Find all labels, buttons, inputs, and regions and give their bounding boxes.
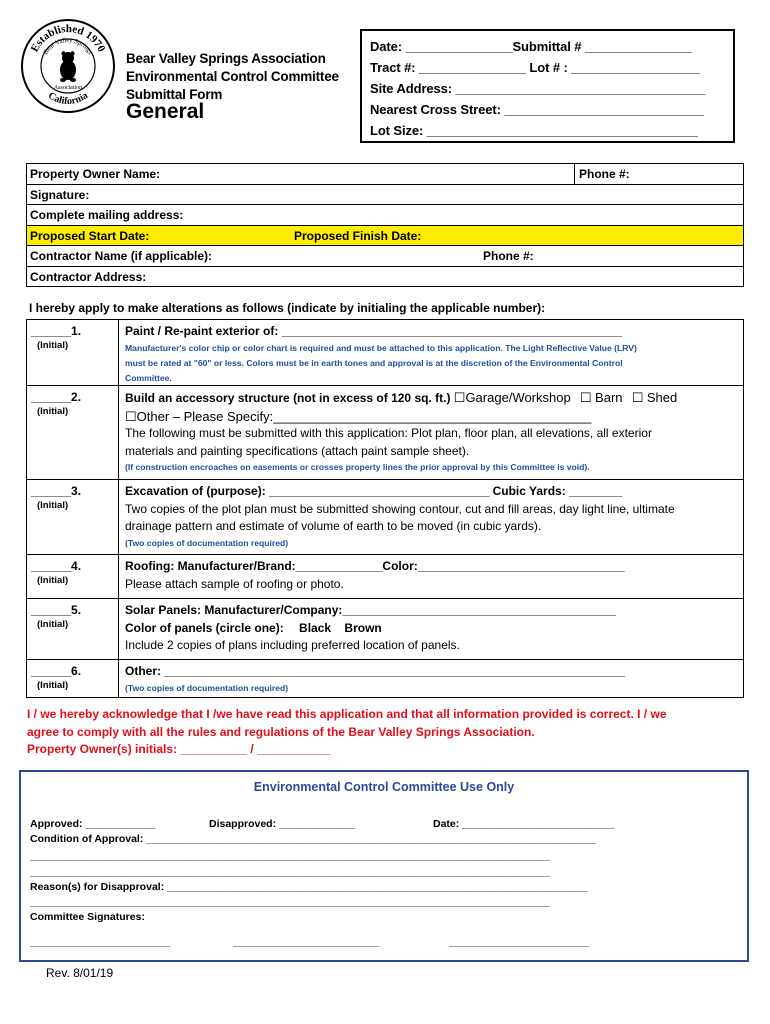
property-owner-field[interactable]: Property Owner Name: — [30, 167, 161, 181]
contractor-row — [27, 246, 743, 267]
acknowledgment — [27, 706, 667, 759]
other-field[interactable]: Other: _____________________________________________________________________ — [125, 664, 625, 678]
committee-use-box — [19, 770, 749, 962]
header-titles — [126, 50, 339, 104]
initial-label: (Initial) — [37, 619, 69, 630]
signature-line-2[interactable]: _________________________ — [233, 936, 379, 948]
item-accessory-structure — [27, 386, 743, 480]
date-submittal-field[interactable]: Date: _______________Submittal # _______________ — [370, 39, 692, 54]
color-option-black[interactable]: Black — [299, 620, 332, 635]
solar-note: Include 2 copies of plans including preferred location of panels. — [125, 638, 460, 652]
seal-inner-text: Association — [53, 85, 83, 91]
contractor-address-field[interactable]: Contractor Address: — [30, 269, 147, 284]
accessory-requirements-1: The following must be submitted with this application: Plot plan, floor plan, all elevations, all exterior — [125, 426, 652, 440]
solar-field[interactable]: Solar Panels: Manufacturer/Company:_________________________________________ — [125, 603, 617, 617]
item-6-initial-field[interactable]: ______6. — [31, 664, 82, 678]
roofing-note: Please attach sample of roofing or photo. — [125, 576, 344, 591]
owner-row — [27, 164, 743, 185]
mailing-address-field[interactable]: Complete mailing address: — [30, 208, 184, 222]
signature-row — [27, 185, 743, 206]
signatures-label: Committee Signatures: — [30, 911, 145, 923]
item-3-initial-field[interactable]: ______3. — [31, 484, 82, 498]
checkbox-other[interactable]: ☐ — [125, 408, 137, 424]
item-roofing — [27, 555, 743, 599]
initial-label: (Initial) — [37, 680, 69, 691]
checkbox-shed[interactable]: ☐ — [631, 390, 644, 405]
reasons-blank[interactable]: _________________________________________________________________________________________ — [30, 896, 550, 908]
excavation-requirements-2: drainage pattern and estimate of volume of earth to be moved (in cubic yards). — [125, 519, 542, 533]
accessory-structure-label: Build an accessory structure (not in excess of 120 sq. ft.) — [125, 391, 454, 405]
cross-street-field[interactable]: Nearest Cross Street: ____________________________ — [370, 102, 704, 117]
shed-label: Shed — [646, 390, 678, 405]
owner-initials-field[interactable]: Property Owner(s) initials: __________ / ___________ — [27, 742, 331, 756]
other-specify-field[interactable]: Other – Please Specify:____________________________________________ — [136, 408, 592, 424]
acknowledgment-line-1: I / we hereby acknowledge that I /we have read this application and that all information provided is correct. I / we — [27, 707, 667, 721]
reasons-field[interactable]: Reason(s) for Disapproval: ________________________________________________________________________ — [30, 881, 588, 893]
approved-field[interactable]: Approved: ____________ — [30, 818, 156, 830]
excavation-requirements-1: Two copies of the plot plan must be submitted showing contour, cut and fill areas, day light line, ultimate — [125, 501, 675, 516]
excavation-note: (Two copies of documentation required) — [125, 537, 289, 548]
barn-label: Barn — [595, 390, 623, 405]
checkbox-garage[interactable]: ☐ — [453, 390, 466, 405]
intro-text: I hereby apply to make alterations as follows (indicate by initialing the applicable number): — [29, 301, 546, 315]
item-4-initial-field[interactable]: ______4. — [31, 559, 82, 573]
page-title: General — [126, 100, 205, 123]
association-name: Bear Valley Springs Association — [126, 51, 326, 66]
disapproved-field[interactable]: Disapproved: _____________ — [209, 818, 355, 830]
owner-info-table — [26, 163, 744, 287]
signature-line-1[interactable]: ________________________ — [30, 936, 171, 948]
initial-label: (Initial) — [37, 500, 69, 511]
item-1-initial-field[interactable]: ______1. — [31, 324, 82, 338]
initial-label: (Initial) — [37, 406, 69, 417]
item-other — [27, 660, 743, 697]
mailing-row — [27, 205, 743, 226]
committee-name: Environmental Control Committee — [126, 69, 339, 84]
committee-date-field[interactable]: Date: __________________________ — [433, 818, 615, 830]
site-address-field[interactable]: Site Address: ___________________________________ — [370, 81, 706, 96]
item-excavation — [27, 480, 743, 555]
item-5-initial-field[interactable]: ______5. — [31, 603, 82, 617]
accessory-requirements-2: materials and painting specifications (attach paint sample sheet). — [125, 443, 470, 458]
roofing-field[interactable]: Roofing: Manufacturer/Brand:_____________Color:_______________________________ — [125, 559, 625, 573]
accessory-note: (If construction encroaches on easements or crosses property lines the prior approval by this Committee is void). — [125, 462, 590, 472]
committee-title: Environmental Control Committee Use Only — [253, 780, 515, 794]
contractor-phone-field[interactable]: Phone #: — [483, 249, 534, 263]
finish-date-field[interactable]: Proposed Finish Date: — [294, 228, 422, 243]
association-seal — [20, 18, 116, 114]
contractor-address-row — [27, 267, 743, 287]
seal-top-text: Established 1970 — [28, 22, 108, 55]
garage-label: Garage/Workshop — [465, 390, 571, 405]
dates-row — [27, 226, 743, 247]
checkbox-barn[interactable]: ☐ — [580, 390, 592, 405]
paint-note-1: Manufacturer's color chip or color chart is required and must be attached to this application. The Light Reflective Value (LRV) — [125, 342, 637, 353]
submittal-info-box — [360, 29, 735, 143]
contractor-name-field[interactable]: Contractor Name (if applicable): — [30, 249, 213, 263]
form-name: Submittal Form — [126, 87, 223, 102]
initial-label: (Initial) — [37, 575, 69, 586]
signature-field[interactable]: Signature: — [30, 187, 90, 202]
signature-line-3[interactable]: ________________________ — [449, 936, 590, 948]
start-date-field[interactable]: Proposed Start Date: — [30, 228, 150, 243]
acknowledgment-line-2: agree to comply with all the rules and regulations of the Bear Valley Springs Association. — [27, 724, 535, 739]
seal-bottom-text: California — [45, 90, 91, 108]
paint-note-2: must be rated at "60" or less. Colors must be in earth tones and approval is at the discretion of the Environmental Control — [125, 357, 623, 368]
item-2-initial-field[interactable]: ______2. — [31, 390, 82, 404]
paint-note-3: Committee. — [125, 372, 172, 383]
color-option-brown[interactable]: Brown — [344, 620, 382, 635]
panel-color-label: Color of panels (circle one): — [125, 620, 284, 635]
alterations-table — [26, 319, 744, 698]
excavation-field[interactable]: Excavation of (purpose): _________________________________ Cubic Yards: ________ — [125, 484, 623, 498]
lot-size-field[interactable]: Lot Size: ______________________________________ — [370, 123, 698, 138]
condition-blank-1[interactable]: _________________________________________________________________________________________ — [30, 850, 550, 862]
revision-label: Rev. 8/01/19 — [46, 966, 114, 980]
condition-blank-2[interactable]: _________________________________________________________________________________________ — [30, 866, 550, 878]
item-paint — [27, 320, 743, 386]
item-solar-panels — [27, 599, 743, 660]
paint-field[interactable]: Paint / Re-paint exterior of: ___________________________________________________ — [125, 324, 623, 338]
tract-lot-field[interactable]: Tract #: _______________ Lot # : __________________ — [370, 60, 700, 75]
condition-field[interactable]: Condition of Approval: _____________________________________________________________________________ — [30, 833, 596, 845]
owner-phone-field[interactable]: Phone #: — [579, 167, 630, 181]
other-note: (Two copies of documentation required) — [125, 682, 289, 693]
seal-middle-text: Bear Valley Springs — [42, 36, 94, 56]
initial-label: (Initial) — [37, 340, 69, 351]
